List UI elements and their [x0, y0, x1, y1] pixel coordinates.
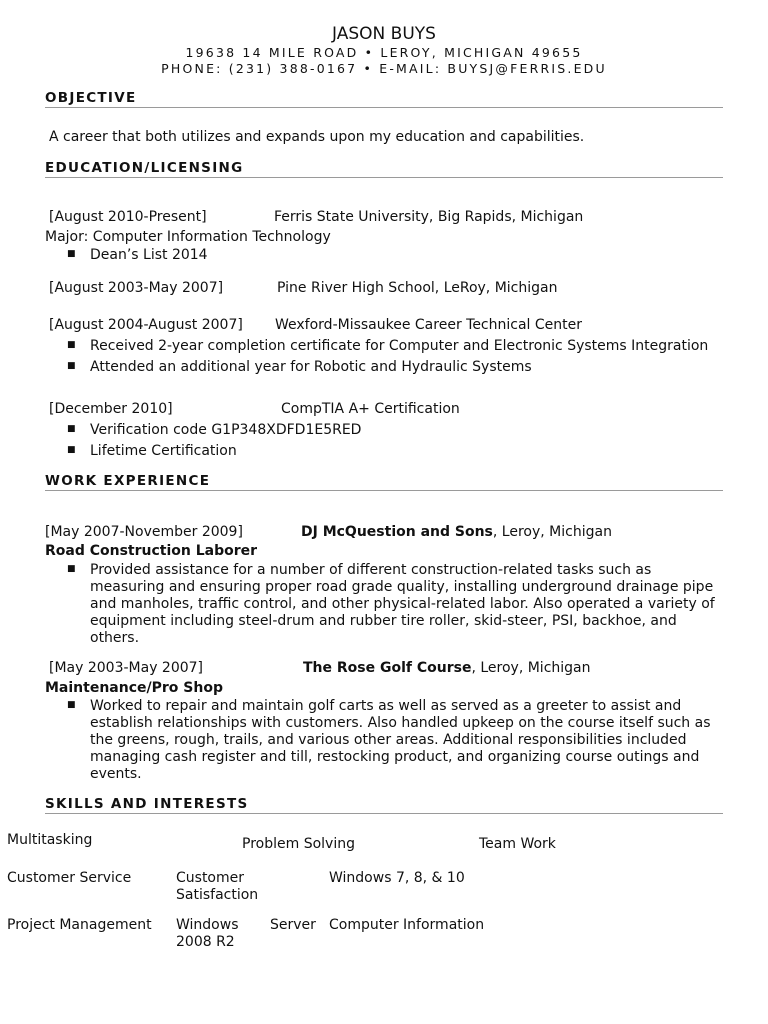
objective-heading: OBJECTIVE	[45, 90, 723, 108]
job-description: Provided assistance for a number of different construction-related tasks such as measuring and ensuring proper road grade quality, installing underground drainage pipe and manholes, traffic control, and other physical-related labor. Also operated a variety of equipment including steel-drum and rubber tire roller, skid-steer, PSI, backhoe, and others.	[90, 562, 715, 646]
resume-name: JASON BUYS	[332, 24, 436, 44]
education-heading: EDUCATION/LICENSING	[45, 160, 723, 178]
education-dates: [August 2004-August 2007]	[49, 317, 243, 333]
education-bullet: Lifetime Certification	[90, 443, 237, 459]
skill-item: Team Work	[479, 836, 556, 852]
education-dates: [August 2010-Present]	[49, 209, 207, 225]
education-institution: Wexford-Missaukee Career Technical Center	[275, 317, 583, 333]
skill-item: Problem Solving	[242, 836, 355, 852]
bullet-icon: ■	[67, 424, 76, 434]
skill-item: Windows 2008 R2	[176, 917, 239, 950]
bullet-icon: ■	[67, 249, 76, 259]
contact-line: PHONE: (231) 388-0167 • E-MAIL: BUYSJ@FERRIS.EDU	[161, 61, 607, 76]
skills-heading: SKILLS AND INTERESTS	[45, 796, 723, 814]
skill-item: Project Management	[7, 917, 152, 933]
education-major: Major: Computer Information Technology	[45, 229, 331, 245]
skill-item: Server	[270, 917, 316, 933]
skill-item: Multitasking	[7, 832, 93, 848]
bullet-icon: ■	[67, 361, 76, 371]
education-dates: [August 2003-May 2007]	[49, 280, 224, 296]
job-title: Road Construction Laborer	[45, 543, 258, 559]
skill-item: Computer Information	[329, 917, 485, 933]
objective-text: A career that both utilizes and expands upon my education and capabilities.	[49, 129, 585, 145]
education-bullet: Attended an additional year for Robotic and Hydraulic Systems	[90, 359, 532, 375]
job-location: , Leroy, Michigan	[471, 660, 591, 676]
job-location: , Leroy, Michigan	[492, 524, 612, 540]
education-institution: Ferris State University, Big Rapids, Michigan	[274, 209, 584, 225]
education-bullet: Received 2-year completion certificate for Computer and Electronic Systems Integration	[90, 338, 709, 354]
job-employer-line	[301, 524, 612, 540]
education-bullet: Verification code G1P348XDFD1E5RED	[90, 422, 362, 438]
education-institution: Pine River High School, LeRoy, Michigan	[277, 280, 558, 296]
bullet-icon: ■	[67, 445, 76, 455]
skill-item: Windows 7, 8, & 10	[329, 870, 465, 886]
job-employer-line	[303, 660, 591, 676]
education-bullet: Dean’s List 2014	[90, 247, 208, 263]
address-line: 19638 14 MILE ROAD • LEROY, MICHIGAN 49655	[185, 45, 583, 60]
skill-item: Customer Satisfaction	[176, 870, 259, 903]
skill-item: Customer Service	[7, 870, 132, 886]
job-employer: The Rose Golf Course	[303, 660, 472, 676]
bullet-icon: ■	[67, 700, 76, 710]
education-institution: CompTIA A+ Certification	[281, 401, 460, 417]
job-description: Worked to repair and maintain golf carts as well as served as a greeter to assist and establish relationships with customers. Also handled upkeep on the course itself such as the greens, rough, trails, and various other areas. Additional responsibilities included managing cash register and till, restocking product, and organizing course outings and events.	[90, 698, 711, 782]
work-heading: WORK EXPERIENCE	[45, 473, 723, 491]
education-dates: [December 2010]	[49, 401, 173, 417]
job-employer: DJ McQuestion and Sons	[301, 524, 493, 540]
job-title: Maintenance/Pro Shop	[45, 680, 223, 696]
bullet-icon: ■	[67, 564, 76, 574]
bullet-icon: ■	[67, 340, 76, 350]
job-dates: [May 2007-November 2009]	[45, 524, 243, 540]
job-dates: [May 2003-May 2007]	[49, 660, 204, 676]
